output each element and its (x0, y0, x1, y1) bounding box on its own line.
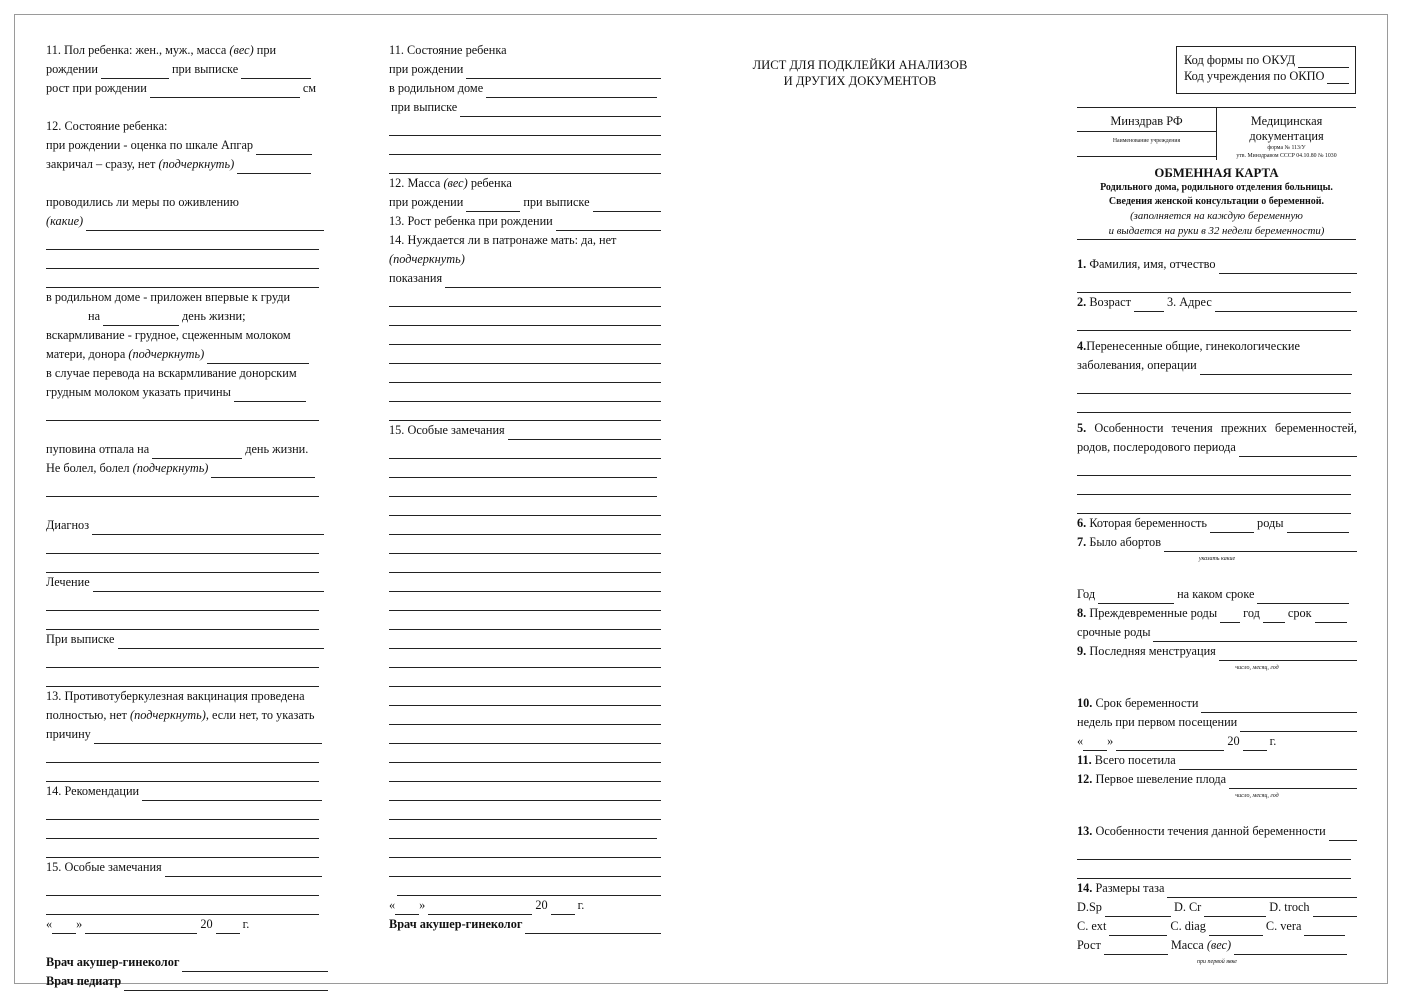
blank-line[interactable] (389, 402, 661, 421)
address-label: 3. Адрес (1166, 295, 1212, 309)
fully-none-label: полностью, нет (46, 708, 127, 722)
card-note-1: (заполняется на каждую беременную (1130, 210, 1303, 222)
total-visits-label: Всего посетила (1094, 753, 1176, 767)
obstetrician-label: Врач акушер-гинеколог (389, 917, 523, 931)
blank-line[interactable] (46, 649, 319, 668)
blank-line[interactable] (1077, 394, 1351, 413)
address-field[interactable] (1215, 298, 1357, 312)
medical-label: Медицинская (1250, 114, 1323, 128)
blank-line[interactable] (389, 668, 661, 687)
child-label: ребенка (470, 176, 512, 190)
date-day-field[interactable] (395, 901, 419, 915)
first-movement-field[interactable] (1229, 775, 1357, 789)
newborn-column (46, 41, 328, 991)
term-label: на каком сроке (1177, 587, 1255, 601)
term-births-field[interactable] (1153, 628, 1357, 642)
term-label: срок (1287, 606, 1312, 620)
field-number: 8. (1077, 606, 1087, 620)
underline-hint: (подчеркнуть) (132, 461, 209, 475)
premature-year-field[interactable] (1263, 609, 1285, 623)
premature-births-label: Преждевременные роды (1089, 606, 1218, 620)
year-suffix: г. (242, 917, 250, 931)
blank-line[interactable] (389, 155, 661, 174)
field-number: 5. (1077, 421, 1087, 435)
blank-line[interactable] (46, 402, 319, 421)
at-discharge-field[interactable] (460, 103, 661, 117)
blank-line[interactable] (389, 744, 661, 763)
at-birth-label: при рождении (389, 195, 464, 209)
sex-mass-label: 11. Пол ребенка: жен., муж., масса (46, 43, 227, 57)
discharge-mass-field[interactable] (241, 65, 311, 79)
blank-line[interactable] (389, 687, 661, 706)
approval-note: утв. Минздравом СССР 04.10.80 № 1030 (1236, 153, 1337, 159)
birth-height-field[interactable] (150, 84, 300, 98)
cext-field[interactable] (1109, 922, 1167, 936)
in-maternity-field[interactable] (486, 84, 657, 98)
height-field[interactable] (1104, 941, 1168, 955)
dsp-label: D.Sp (1077, 900, 1102, 914)
special-notes-field[interactable] (508, 426, 661, 440)
at-label: при (256, 43, 277, 57)
at-birth-label: при рождении (389, 62, 464, 76)
date-format-hint: число, месяц, год (1235, 665, 1279, 671)
illness-label: Не болел, болел (46, 461, 130, 475)
at-discharge-label: при выписке (523, 195, 590, 209)
vaccination-reason-field[interactable] (94, 730, 322, 744)
premature-count-field[interactable] (1220, 609, 1240, 623)
operations-label: заболевания, операции (1077, 358, 1197, 372)
child-condition-heading: 12. Состояние ребенка: (46, 119, 168, 133)
postpartum-label: родов, послеродового периода (1077, 440, 1236, 454)
in-maternity-label: в родильном доме (389, 81, 484, 95)
date-format-hint: число, месяц, год (1235, 793, 1279, 799)
exchange-card-title-block (1077, 166, 1356, 240)
first-visit-hint: при первой явке (1197, 959, 1237, 965)
current-pregnancy-label: Особенности течения данной беременности (1095, 824, 1326, 838)
recommendations-field[interactable] (142, 787, 322, 801)
obstetrician-signature-field[interactable] (182, 958, 328, 972)
blank-line[interactable] (46, 668, 319, 687)
mass-label: 12. Масса (389, 176, 441, 190)
blank-line[interactable] (1077, 457, 1351, 476)
date-year-field[interactable] (216, 920, 240, 934)
date-month-field[interactable] (85, 920, 197, 934)
blank-line[interactable] (46, 554, 319, 573)
year-prefix: 20 (200, 917, 213, 931)
blank-line[interactable] (46, 611, 319, 630)
document-header (1077, 107, 1356, 160)
blank-line[interactable] (389, 611, 661, 630)
special-notes-label: 15. Особые замечания (389, 423, 505, 437)
apgar-field[interactable] (256, 141, 312, 155)
blank-line[interactable] (389, 573, 661, 592)
reason-label: причину (46, 727, 91, 741)
blank-line[interactable] (389, 839, 661, 858)
underline-hint: (подчеркнуть) (128, 347, 205, 361)
year-label: Год (1077, 587, 1096, 601)
title-line-2: И ДРУГИХ ДОКУМЕНТОВ (783, 74, 937, 88)
year-suffix: г. (1269, 734, 1277, 748)
mass-field[interactable] (1234, 941, 1347, 955)
specify-hint: указать какие (1198, 556, 1236, 562)
pelvis-size-field[interactable] (1167, 884, 1357, 898)
blank-line[interactable] (389, 820, 657, 839)
blank-line[interactable] (46, 231, 319, 250)
pregnancy-card-column (1077, 255, 1357, 969)
quote-close: » (419, 898, 426, 912)
abortion-year-field[interactable] (1098, 590, 1174, 604)
previous-pregnancies-label: Особенности течения прежних беременностей, (1094, 421, 1357, 435)
field-number: 10. (1077, 696, 1093, 710)
cdiag-label: C. diag (1170, 919, 1206, 933)
feeding-label: вскармливание - грудное, сцеженным молоком (46, 328, 291, 342)
height-label: Рост (1077, 938, 1101, 952)
gestation-label: Срок беременности (1095, 696, 1199, 710)
cried-label: закричал – сразу, нет (46, 157, 156, 171)
obstetrician-label: Врач акушер-гинеколог (46, 955, 180, 969)
blank-line[interactable] (46, 744, 319, 763)
blank-line[interactable] (389, 288, 661, 307)
date-day-field[interactable] (52, 920, 76, 934)
cm-unit: см (302, 81, 317, 95)
attachments-sheet-title (735, 57, 985, 89)
blank-line[interactable] (389, 364, 661, 383)
blank-line[interactable] (389, 706, 661, 725)
birth-height-field[interactable] (556, 217, 661, 231)
blank-line[interactable] (46, 820, 319, 839)
pregnancy-number-field[interactable] (1210, 519, 1254, 533)
documentation-label: документация (1249, 129, 1324, 143)
quote-open: « (1077, 734, 1084, 748)
age-field[interactable] (1134, 298, 1164, 312)
blank-line[interactable] (46, 250, 319, 269)
quote-close: » (76, 917, 83, 931)
first-movement-label: Первое шевеление плода (1095, 772, 1227, 786)
donor-reasons-field[interactable] (234, 388, 306, 402)
treatment-label: Лечение (46, 575, 90, 589)
date-year-field[interactable] (551, 901, 575, 915)
blank-line[interactable] (1077, 274, 1351, 293)
mass-label: Масса (1170, 938, 1204, 952)
total-visits-field[interactable] (1179, 756, 1357, 770)
field-number: 6. (1077, 516, 1087, 530)
at-birth-label: рождении (46, 62, 98, 76)
special-notes-field[interactable] (165, 863, 322, 877)
umbilical-label: пуповина отпала на (46, 442, 150, 456)
first-breastfeed-label: в родильном доме - приложен впервые к груди (46, 290, 291, 304)
donor-feeding-label: в случае перевода на вскармливание донорским (46, 366, 297, 380)
okud-label: Код формы по ОКУД (1184, 53, 1296, 67)
indications-field[interactable] (445, 274, 661, 288)
past-diseases-field[interactable] (1200, 361, 1352, 375)
births-field[interactable] (1287, 519, 1349, 533)
blank-line[interactable] (389, 440, 661, 459)
blank-line[interactable] (46, 877, 319, 896)
cried-field[interactable] (237, 160, 311, 174)
recommendations-label: 14. Рекомендации (46, 784, 140, 798)
dsp-field[interactable] (1105, 903, 1171, 917)
year-label: год (1243, 606, 1260, 620)
age-label: Возраст (1089, 295, 1131, 309)
cvera-label: C. vera (1265, 919, 1302, 933)
cvera-field[interactable] (1304, 922, 1345, 936)
quote-open: « (46, 917, 53, 931)
blank-line[interactable] (389, 725, 661, 744)
weeks-field[interactable] (1240, 718, 1357, 732)
blank-line[interactable] (46, 801, 319, 820)
on-label: на (88, 309, 101, 323)
card-title: ОБМЕННАЯ КАРТА (1154, 166, 1279, 180)
blank-line[interactable] (389, 478, 657, 497)
field-number: 2. (1077, 295, 1087, 309)
okud-field[interactable] (1298, 56, 1349, 68)
child-condition-heading: 11. Состояние ребенка (389, 43, 507, 57)
blank-line[interactable] (1077, 312, 1351, 331)
apgar-label: при рождении - оценка по шкале Апгар (46, 138, 254, 152)
date-month-field[interactable] (428, 901, 532, 915)
full-name-label: Фамилия, имя, отчество (1089, 257, 1216, 271)
pregnancy-number-label: Которая беременность (1089, 516, 1208, 530)
blank-line[interactable] (389, 136, 661, 155)
field-number: 13. (1077, 824, 1093, 838)
day-of-life-label: день жизни. (245, 442, 309, 456)
previous-pregnancies-field[interactable] (1239, 443, 1357, 457)
diagnosis-label: Диагноз (46, 518, 90, 532)
illness-field[interactable] (211, 464, 315, 478)
diagnosis-field[interactable] (92, 521, 324, 535)
blank-line[interactable] (1077, 375, 1351, 394)
abortion-term-field[interactable] (1257, 590, 1349, 604)
weeks-first-visit-label: недель при первом посещении (1077, 715, 1238, 729)
date-day-field[interactable] (1083, 737, 1107, 751)
dcr-field[interactable] (1204, 903, 1266, 917)
blank-line[interactable] (46, 478, 319, 497)
treatment-field[interactable] (93, 578, 324, 592)
quote-close: » (1107, 734, 1114, 748)
okpo-field[interactable] (1327, 72, 1349, 84)
abortions-label: Было абортов (1089, 535, 1162, 549)
date-month-field[interactable] (1116, 737, 1224, 751)
quote-open: « (389, 898, 396, 912)
blank-line[interactable] (389, 554, 661, 573)
card-note-2: и выдается на руки в 32 недели беременности) (1077, 224, 1356, 240)
blank-line[interactable] (389, 497, 661, 516)
institution-block (1077, 108, 1217, 160)
blank-line[interactable] (389, 782, 661, 801)
pediatrician-signature-field[interactable] (124, 977, 328, 991)
underline-hint: (подчеркнуть) (158, 157, 235, 171)
patronage-label: 14. Нуждается ли в патронаже мать: да, нет (389, 233, 617, 247)
cdiag-field[interactable] (1209, 922, 1263, 936)
pelvis-size-label: Размеры таза (1095, 881, 1165, 895)
year-suffix: г. (577, 898, 585, 912)
blank-line[interactable] (1077, 495, 1351, 514)
last-menstruation-label: Последняя менструация (1089, 644, 1216, 658)
at-discharge-label: при выписке (391, 100, 458, 114)
field-number: 1. (1077, 257, 1087, 271)
obstetrician-signature-field[interactable] (525, 920, 661, 934)
blank-line[interactable] (46, 535, 319, 554)
umbilical-day-field[interactable] (152, 445, 242, 459)
mass-discharge-field[interactable] (593, 198, 661, 212)
if-not-label: , если нет, то указать (205, 708, 315, 722)
pediatrician-label: Врач педиатр (46, 974, 122, 988)
blank-line[interactable] (389, 630, 661, 649)
indications-label: показания (389, 271, 443, 285)
field-number: 7. (1077, 535, 1087, 549)
card-subtitle-2: Сведения женской консультации о беременной. (1108, 196, 1325, 207)
blank-line[interactable] (389, 117, 661, 136)
field-number: 4. (1077, 339, 1087, 353)
dtroch-field[interactable] (1313, 903, 1357, 917)
at-birth-field[interactable] (466, 65, 661, 79)
past-diseases-label: Перенесенные общие, гинекологические (1086, 339, 1300, 353)
weight-hint: (вес) (229, 43, 254, 57)
full-name-field[interactable] (1219, 260, 1357, 274)
okpo-label: Код учреждения по ОКПО (1184, 69, 1325, 83)
blank-line[interactable] (389, 326, 661, 345)
special-notes-label: 15. Особые замечания (46, 860, 162, 874)
blank-line[interactable] (389, 307, 661, 326)
cext-label: C. ext (1077, 919, 1107, 933)
breastfeed-day-field[interactable] (103, 312, 179, 326)
year-prefix: 20 (1227, 734, 1240, 748)
blank-line[interactable] (46, 896, 319, 915)
ministry-label: Минздрав РФ (1077, 114, 1216, 132)
blank-line[interactable] (389, 459, 657, 478)
current-pregnancy-field[interactable] (1329, 827, 1357, 841)
birth-height-label: 13. Рост ребенка при рождении (389, 214, 553, 228)
blank-line[interactable] (389, 345, 661, 364)
title-line-1: ЛИСТ ДЛЯ ПОДКЛЕЙКИ АНАЛИЗОВ (752, 58, 968, 72)
bcg-vaccination-label: 13. Противотуберкулезная вакцинация проведена (46, 689, 305, 703)
field-number: 14. (1077, 881, 1093, 895)
premature-term-field[interactable] (1315, 609, 1347, 623)
form-codes-box (1176, 46, 1356, 94)
medical-doc-block (1217, 108, 1356, 160)
mass-birth-field[interactable] (466, 198, 520, 212)
blank-line[interactable] (1077, 860, 1351, 879)
underline-hint: (подчеркнуть) (130, 708, 206, 722)
weight-hint: (вес) (443, 176, 468, 190)
blank-line[interactable] (46, 839, 319, 858)
which-hint: (какие) (46, 214, 84, 228)
institution-name-caption: Наименование учреждения (1077, 136, 1216, 157)
underline-hint: (подчеркнуть) (389, 252, 465, 266)
dtroch-label: D. troch (1269, 900, 1310, 914)
blank-line[interactable] (389, 592, 661, 611)
at-discharge-label: При выписке (46, 632, 115, 646)
births-label: роды (1257, 516, 1284, 530)
term-births-label: срочные роды (1077, 625, 1151, 639)
resuscitation-field[interactable] (86, 217, 324, 231)
birth-mass-field[interactable] (101, 65, 169, 79)
day-of-life-label: день жизни; (182, 309, 246, 323)
donor-reasons-label: грудным молоком указать причины (46, 385, 231, 399)
birth-height-label: рост при рождении (46, 81, 147, 95)
blank-line[interactable] (1077, 841, 1351, 860)
blank-line[interactable] (389, 535, 661, 554)
dcr-label: D. Cr (1173, 900, 1202, 914)
last-menstruation-field[interactable] (1219, 647, 1357, 661)
abortions-field[interactable] (1164, 538, 1357, 552)
blank-line[interactable] (46, 269, 319, 288)
mother-donor-label: матери, донора (46, 347, 126, 361)
blank-line[interactable] (389, 858, 661, 877)
weight-hint: (вес) (1206, 938, 1232, 952)
card-subtitle-1: Родильного дома, родильного отделения больницы. (1100, 182, 1333, 193)
blank-line[interactable] (46, 592, 319, 611)
field-number: 11. (1077, 753, 1092, 767)
blank-line[interactable] (389, 763, 661, 782)
blank-line[interactable] (389, 649, 661, 668)
feeding-field[interactable] (207, 350, 309, 364)
field-number: 12. (1077, 772, 1093, 786)
blank-line[interactable] (389, 516, 661, 535)
field-number: 9. (1077, 644, 1087, 658)
blank-line[interactable] (46, 763, 319, 782)
blank-line[interactable] (397, 877, 661, 896)
year-prefix: 20 (535, 898, 548, 912)
date-year-field[interactable] (1243, 737, 1267, 751)
form-number: форма № 113/У (1267, 145, 1306, 151)
child-status-column (389, 41, 661, 934)
at-discharge-label: при выписке (171, 62, 239, 76)
discharge-field[interactable] (118, 635, 325, 649)
gestation-field[interactable] (1201, 699, 1357, 713)
resuscitation-label: проводились ли меры по оживлению (46, 195, 239, 209)
blank-line[interactable] (389, 383, 661, 402)
blank-line[interactable] (389, 801, 661, 820)
blank-line[interactable] (1077, 476, 1351, 495)
